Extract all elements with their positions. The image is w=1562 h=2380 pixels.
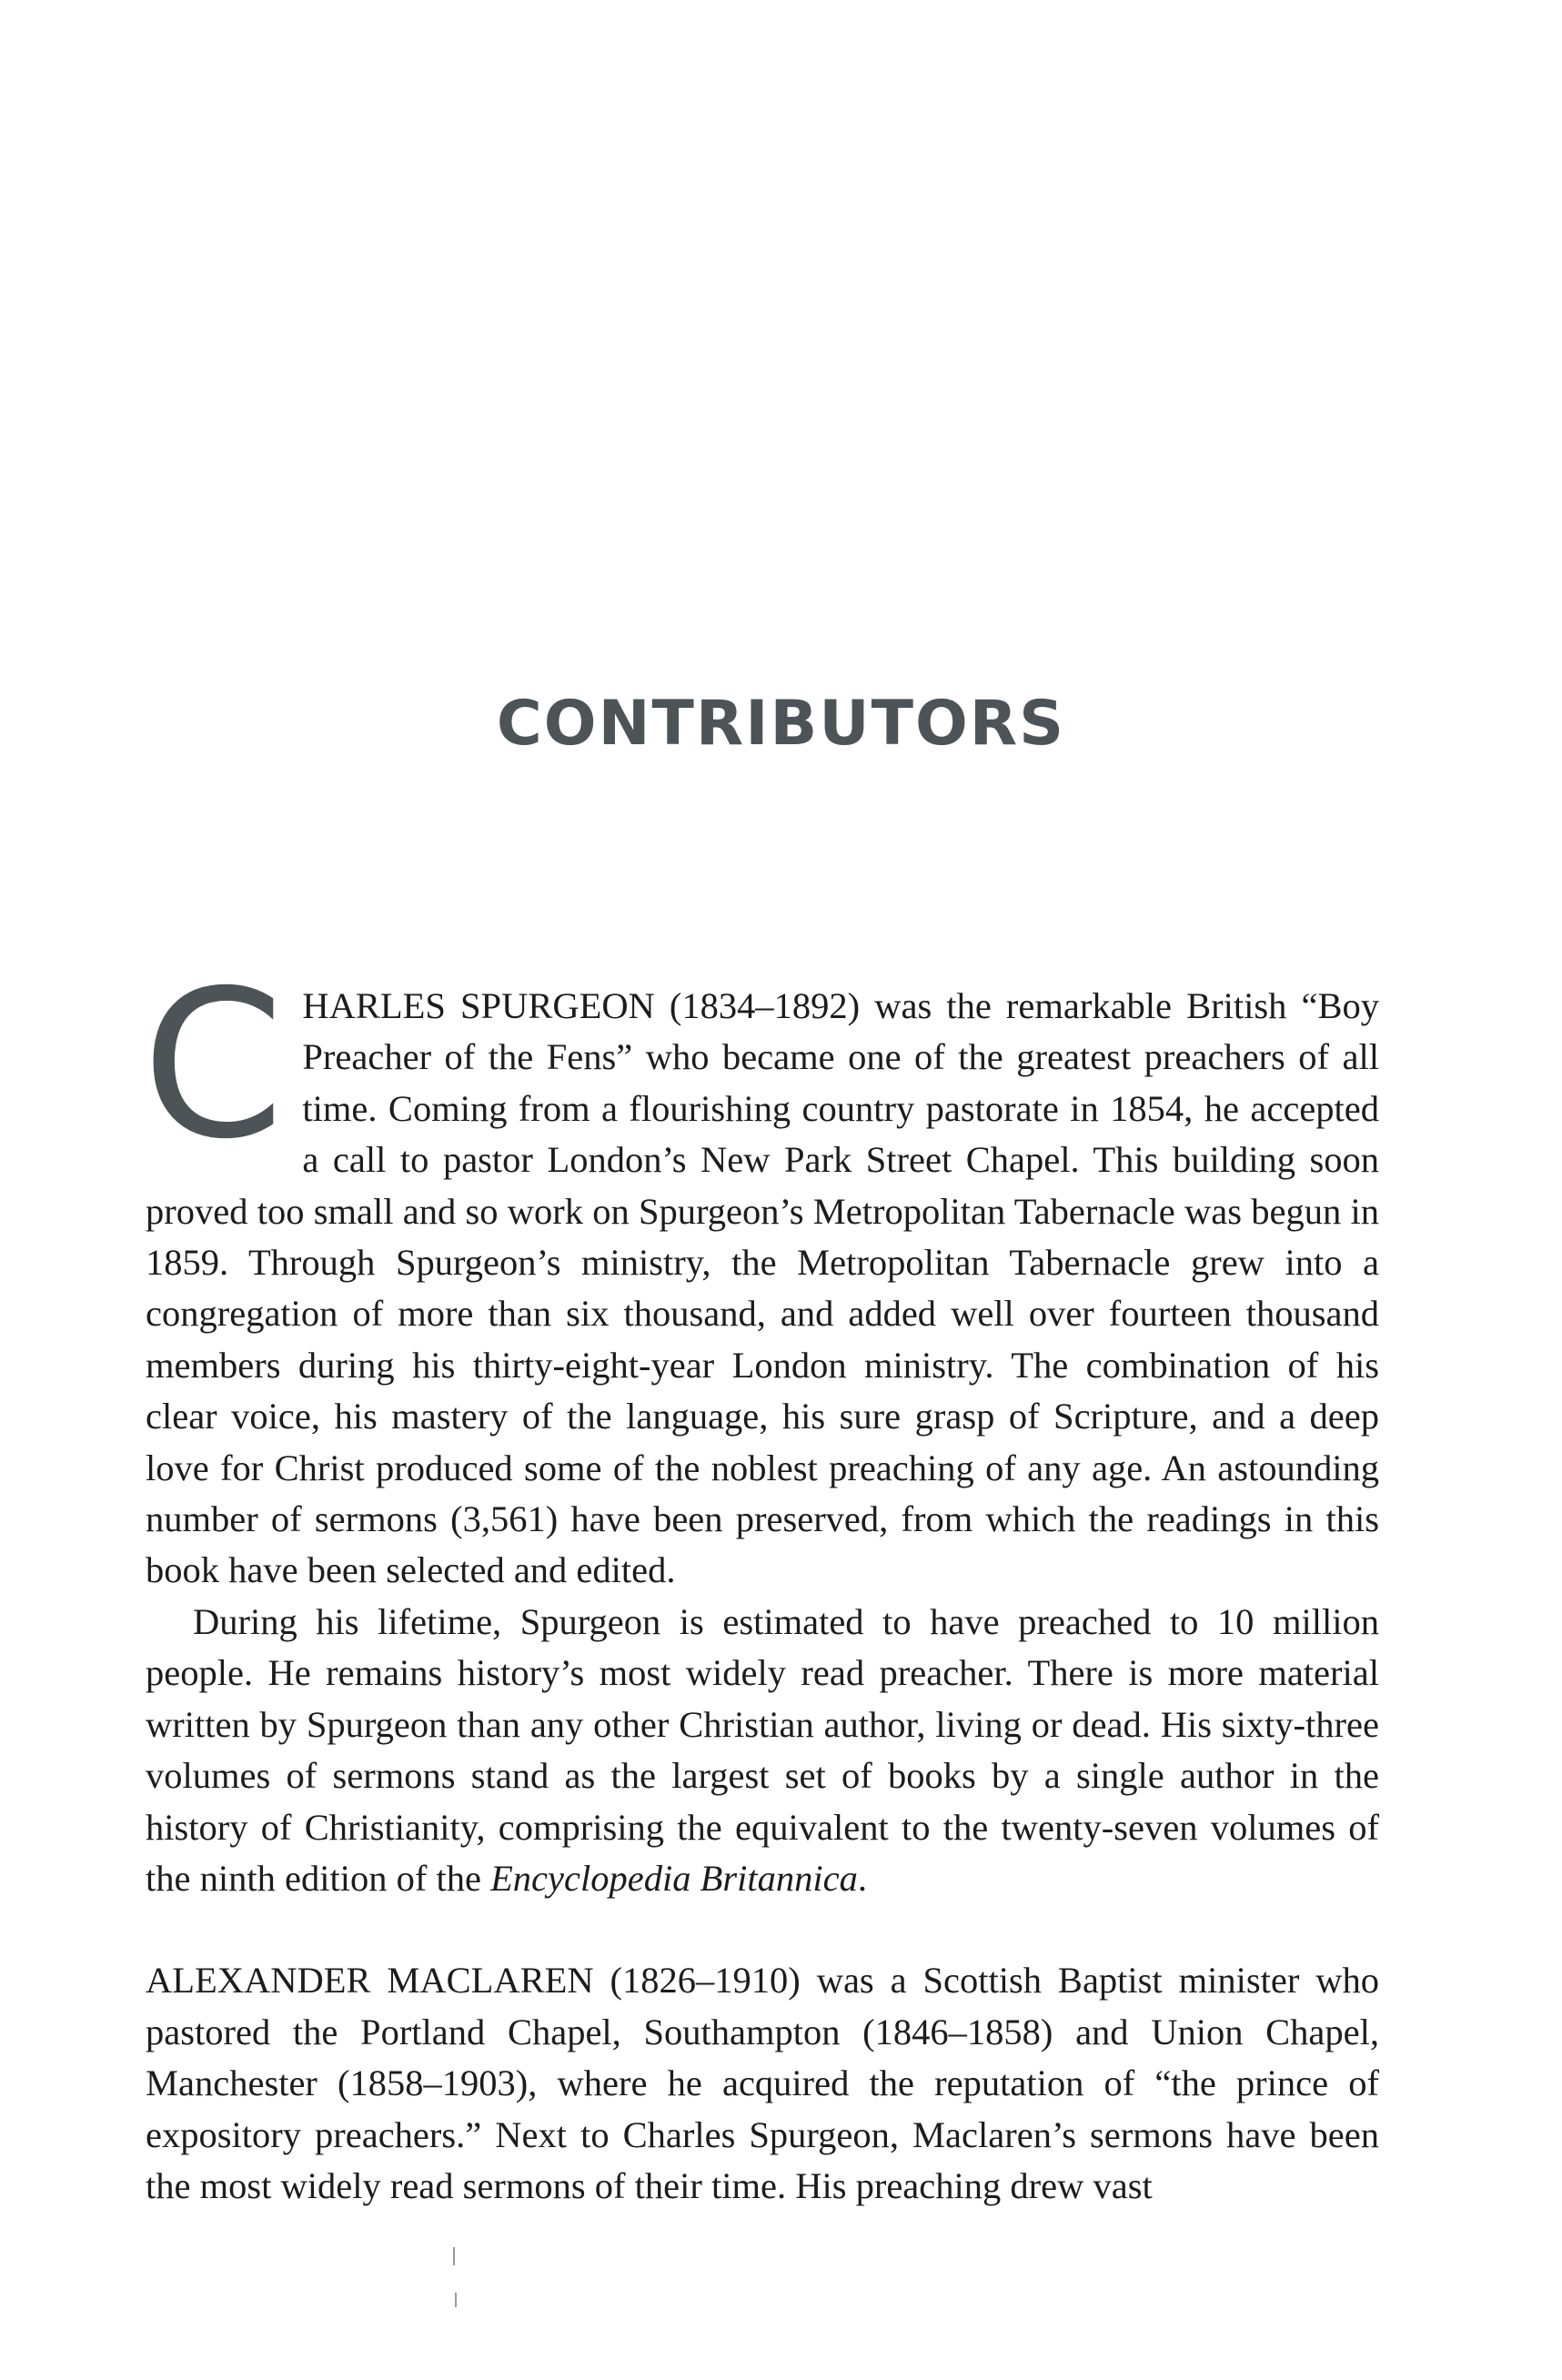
scan-mark <box>455 2293 457 2307</box>
spurgeon-paragraph-2 <box>146 1597 1379 1904</box>
spurgeon-paragraph-1-text: HARLES SPURGEON (1834–1892) was the remarkable British “Boy Preacher of the Fens” who became one of the greatest preachers of all time. Coming from a flourishing country pastorate in 1854, he accepted a call to pastor London’s New Park Street Chapel. This building soon proved too small and so work on Spurgeon’s Metropolitan Tabernacle was begun in 1859. Through Spurgeon’s ministry, the Metropolitan Tabernacle grew into a congregation of more than six thousand, and added well over fourteen thousand members during his thirty-eight-year London ministry. The combination of his clear voice, his mastery of the language, his sure grasp of Scripture, and a deep love for Christ produced some of the noblest preaching of any age. An astounding number of sermons (3,561) have been preserved, from which the readings in this book have been selected and edited. <box>146 985 1379 1591</box>
spurgeon-paragraph-2-end: . <box>857 1857 867 1899</box>
contributors-body <box>142 946 1379 2212</box>
page-title: CONTRIBUTORS <box>496 688 1066 760</box>
drop-cap: C <box>142 946 285 1184</box>
maclaren-paragraph-1-text: ALEXANDER MACLAREN (1826–1910) was a Scottish Baptist minister who pastored the Portland Chapel, Southampton (1846–1858) and Union Chapel, Manchester (1858–1903), where he acquired the reputation of “the prince of expository preachers.” Next to Charles Spurgeon, Maclaren’s sermons have been the most widely read sermons of their time. His preaching drew vast <box>146 1960 1379 2206</box>
spurgeon-paragraph-2-text: During his lifetime, Spurgeon is estimated to have preached to 10 million people. He remains history’s most widely read preacher. There is more material written by Spurgeon than any other Christian author, living or dead. His sixty-three volumes of sermons stand as the largest set of books by a single author in the history of Christianity, comprising the equivalent to the twenty-seven volumes of the ninth edition of the <box>146 1600 1379 1899</box>
maclaren-paragraph-1 <box>146 1955 1379 2212</box>
encyclopedia-title: Encyclopedia Britannica <box>490 1857 858 1899</box>
scan-mark <box>453 2247 455 2265</box>
spurgeon-paragraph-1 <box>142 946 1379 1597</box>
